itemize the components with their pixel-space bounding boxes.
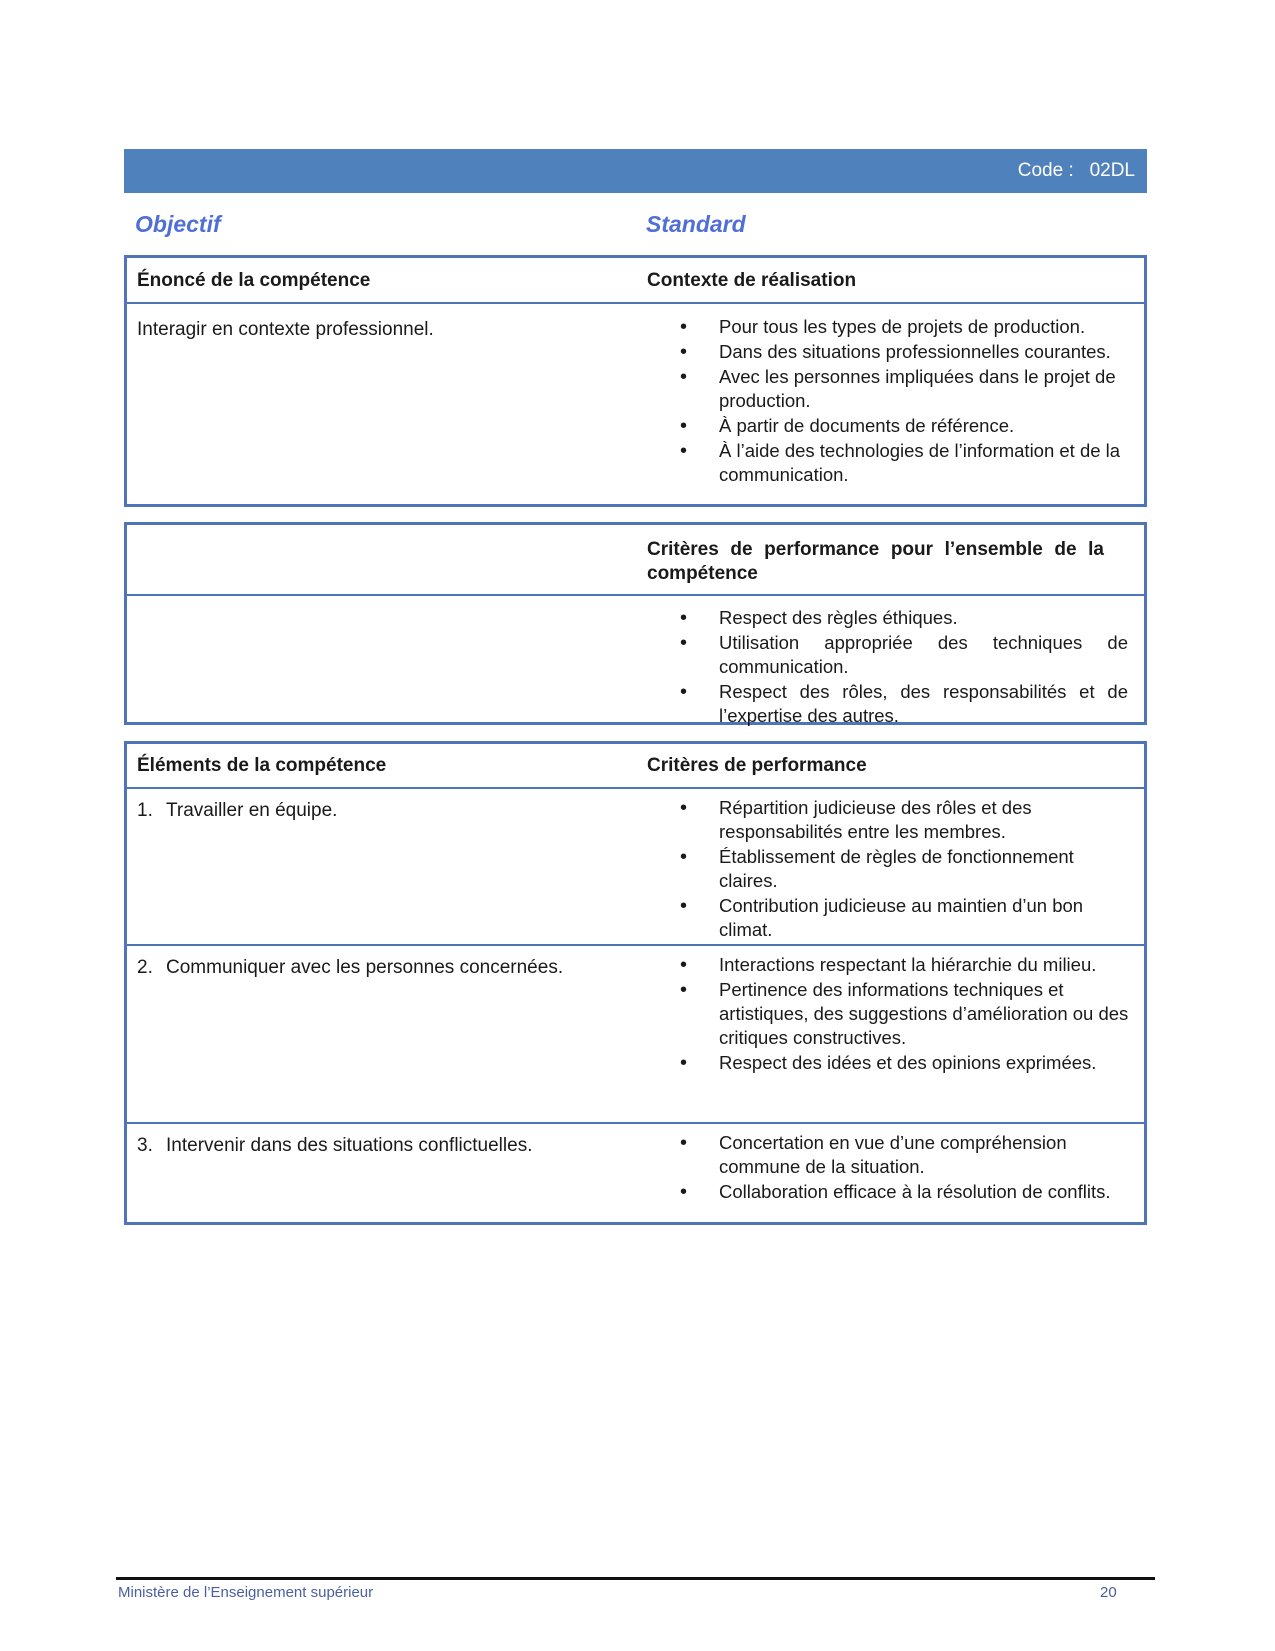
overall-criteria-list <box>647 606 1128 728</box>
competence-statement-table <box>124 255 1147 507</box>
criteria-list <box>647 1131 1136 1204</box>
table-row <box>127 789 1144 944</box>
elements-table <box>124 741 1147 1225</box>
list-item: • Contribution judicieuse au maintien d’un bon climat. <box>647 894 1136 942</box>
list-item: • Respect des rôles, des responsabilités et de l’expertise des autres. <box>647 680 1128 728</box>
element-cell <box>137 1134 532 1158</box>
enonce-header: Énoncé de la compétence <box>137 270 371 291</box>
overall-criteria-list-container <box>647 606 1128 729</box>
element-text: Communiquer avec les personnes concernées. <box>166 957 564 978</box>
overall-criteria-header-row <box>127 525 1144 596</box>
footer-divider <box>116 1577 1155 1580</box>
list-item: • À l’aide des technologies de l’information et de la communication. <box>647 439 1136 487</box>
code-header-band <box>124 149 1147 193</box>
list-item: • Respect des idées et des opinions exprimées. <box>647 1051 1136 1075</box>
element-text: Travailler en équipe. <box>166 800 338 821</box>
code-label: Code : 02DL <box>1017 160 1135 181</box>
element-text: Intervenir dans des situations conflictuelles. <box>166 1135 533 1156</box>
list-item: • Dans des situations professionnelles courantes. <box>647 340 1136 364</box>
table-row <box>127 944 1144 1122</box>
list-item: • Interactions respectant la hiérarchie du milieu. <box>647 953 1136 977</box>
element-number: 3. <box>137 1135 153 1156</box>
competence-table-header <box>127 258 1144 304</box>
list-item: • Pertinence des informations techniques et artistiques, des suggestions d’amélioration ou des critiques constructives. <box>647 978 1136 1050</box>
list-item: • Avec les personnes impliquées dans le projet de production. <box>647 365 1136 413</box>
contexte-list <box>647 315 1136 487</box>
criteria-list <box>647 953 1136 1075</box>
element-cell <box>137 956 563 980</box>
overall-criteria-row <box>127 596 1144 726</box>
list-item: • Établissement de règles de fonctionnement claires. <box>647 845 1136 893</box>
list-item: • Respect des règles éthiques. <box>647 606 1128 630</box>
contexte-header: Contexte de réalisation <box>647 270 857 291</box>
competence-row <box>127 304 1144 504</box>
list-item: • Concertation en vue d’une compréhension commune de la situation. <box>647 1131 1136 1179</box>
overall-criteria-table <box>124 522 1147 725</box>
criteria-cell <box>647 1131 1136 1205</box>
criteria-cell <box>647 796 1136 943</box>
criteria-header: Critères de performance <box>647 755 867 776</box>
overall-criteria-header: Critères de performance pour l’ensemble de la compétence <box>647 539 1104 584</box>
list-item: • Pour tous les types de projets de production. <box>647 315 1136 339</box>
element-number: 1. <box>137 800 153 821</box>
contexte-list-container <box>647 315 1136 488</box>
list-item: • Répartition judicieuse des rôles et des responsabilités entre les membres. <box>647 796 1136 844</box>
standard-heading: Standard <box>646 211 746 237</box>
elements-table-header <box>127 744 1144 789</box>
criteria-cell <box>647 953 1136 1076</box>
list-item: • Utilisation appropriée des techniques de communication. <box>647 631 1128 679</box>
table-row <box>127 1122 1144 1226</box>
elements-header: Éléments de la compétence <box>137 755 387 776</box>
footer-ministry: Ministère de l’Enseignement supérieur <box>118 1584 374 1601</box>
enonce-text: Interagir en contexte professionnel. <box>137 319 434 340</box>
objectif-heading: Objectif <box>135 211 221 237</box>
criteria-list <box>647 796 1136 942</box>
list-item: • À partir de documents de référence. <box>647 414 1136 438</box>
element-number: 2. <box>137 957 153 978</box>
list-item: • Collaboration efficace à la résolution de conflits. <box>647 1180 1136 1204</box>
element-cell <box>137 799 337 823</box>
page-number: 20 <box>1100 1584 1117 1601</box>
